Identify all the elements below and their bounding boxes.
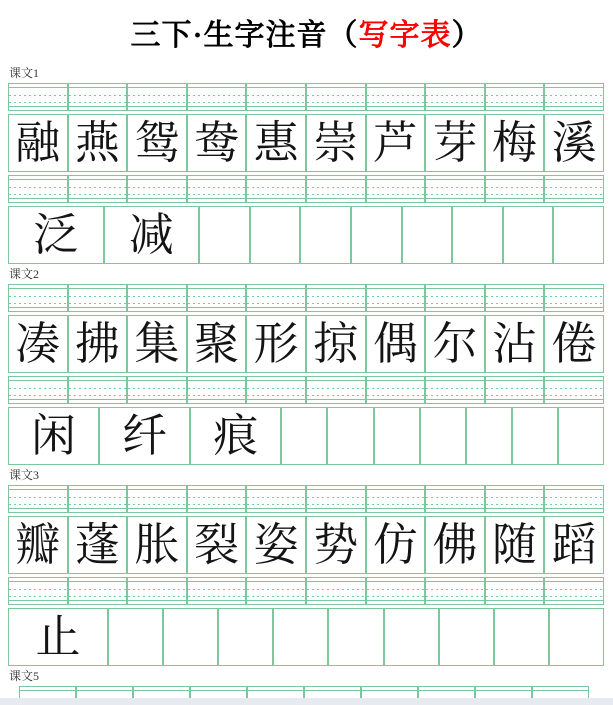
- pinyin-cell: [8, 284, 68, 312]
- pinyin-row: [8, 175, 604, 203]
- pinyin-cell: [366, 485, 426, 513]
- pinyin-cell: [187, 284, 247, 312]
- pinyin-cell: [366, 577, 426, 605]
- title-prefix: 三下·生字注音（: [130, 19, 359, 52]
- section-label: 课文3: [9, 468, 40, 482]
- pinyin-cell: [425, 175, 485, 203]
- title-suffix: ）: [451, 19, 483, 52]
- pinyin-cell: [246, 83, 306, 111]
- pinyin-cell: [246, 175, 306, 203]
- pinyin-cell: [306, 577, 366, 605]
- char-cell: [494, 608, 549, 666]
- pinyin-cell: [425, 577, 485, 605]
- pinyin-cell: [187, 577, 247, 605]
- char-cell: 痕: [190, 407, 281, 465]
- pinyin-cell: [306, 284, 366, 312]
- pinyin-cell: [425, 83, 485, 111]
- char-cell: 蓬: [68, 516, 128, 574]
- pinyin-cell: [68, 284, 128, 312]
- char-cell: 溪: [544, 114, 604, 172]
- char-row: [8, 315, 604, 373]
- pinyin-cell: [68, 83, 128, 111]
- pinyin-cell: [366, 284, 426, 312]
- pinyin-cell: [246, 577, 306, 605]
- char-row: [8, 206, 604, 264]
- section-课文1: [8, 66, 604, 264]
- char-cell: [558, 407, 604, 465]
- pinyin-cell: [306, 485, 366, 513]
- pinyin-cell: [544, 577, 604, 605]
- char-row: [8, 516, 604, 574]
- char-cell: 闲: [8, 407, 99, 465]
- char-cell: [300, 206, 351, 264]
- char-cell: 燕: [68, 114, 128, 172]
- char-cell: [250, 206, 301, 264]
- char-cell: 势: [306, 516, 366, 574]
- char-cell: 裂: [187, 516, 247, 574]
- section-课文2: [8, 267, 604, 465]
- pinyin-row: [8, 577, 604, 605]
- pinyin-cell: [127, 376, 187, 404]
- pinyin-cell: [425, 376, 485, 404]
- char-cell: 姿: [246, 516, 306, 574]
- char-cell: [466, 407, 512, 465]
- pinyin-cell: [485, 376, 545, 404]
- pinyin-cell: [485, 577, 545, 605]
- pinyin-cell: [544, 83, 604, 111]
- pinyin-cell: [246, 485, 306, 513]
- char-cell: 凑: [8, 315, 68, 373]
- pinyin-cell: [306, 83, 366, 111]
- pinyin-cell: [187, 485, 247, 513]
- char-cell: [549, 608, 604, 666]
- pinyin-cell: [425, 284, 485, 312]
- char-cell: 崇: [306, 114, 366, 172]
- char-cell: 掠: [306, 315, 366, 373]
- char-cell: 拂: [68, 315, 128, 373]
- char-cell: 鸯: [187, 114, 247, 172]
- pinyin-row: [8, 83, 604, 111]
- char-cell: [512, 407, 558, 465]
- char-cell: 沾: [485, 315, 545, 373]
- section-label: 课文1: [9, 66, 40, 80]
- pinyin-cell: [306, 376, 366, 404]
- char-cell: 形: [246, 315, 306, 373]
- pinyin-cell: [544, 485, 604, 513]
- pinyin-cell: [8, 577, 68, 605]
- char-cell: [553, 206, 604, 264]
- pinyin-cell: [366, 376, 426, 404]
- char-cell: 芽: [425, 114, 485, 172]
- section-label: 课文2: [9, 267, 40, 281]
- page-title: [0, 16, 613, 56]
- section-课文3: [8, 468, 604, 666]
- pinyin-cell: [187, 175, 247, 203]
- char-cell: [327, 407, 373, 465]
- char-cell: 倦: [544, 315, 604, 373]
- char-cell: [281, 407, 327, 465]
- char-cell: 泛: [8, 206, 104, 264]
- sheet: [8, 66, 604, 705]
- pinyin-cell: [68, 577, 128, 605]
- char-cell: 偶: [366, 315, 426, 373]
- char-cell: [351, 206, 402, 264]
- pinyin-cell: [68, 485, 128, 513]
- char-cell: 随: [485, 516, 545, 574]
- char-cell: 梅: [485, 114, 545, 172]
- pinyin-row: [8, 284, 604, 312]
- pinyin-cell: [127, 83, 187, 111]
- bottom-scrollbar-track[interactable]: [0, 698, 613, 705]
- section-label: 课文5: [9, 669, 40, 683]
- pinyin-cell: [485, 83, 545, 111]
- pinyin-cell: [68, 175, 128, 203]
- pinyin-cell: [544, 376, 604, 404]
- char-cell: 仿: [366, 516, 426, 574]
- char-cell: [163, 608, 218, 666]
- pinyin-cell: [127, 577, 187, 605]
- char-cell: 瓣: [8, 516, 68, 574]
- pinyin-cell: [127, 175, 187, 203]
- char-cell: 纤: [99, 407, 190, 465]
- pinyin-row: [8, 376, 604, 404]
- char-cell: 惠: [246, 114, 306, 172]
- char-cell: [452, 206, 503, 264]
- char-cell: [273, 608, 328, 666]
- char-cell: 聚: [187, 315, 247, 373]
- char-cell: 鸳: [127, 114, 187, 172]
- pinyin-cell: [366, 83, 426, 111]
- char-cell: 融: [8, 114, 68, 172]
- pinyin-cell: [246, 376, 306, 404]
- char-row: [8, 114, 604, 172]
- pinyin-cell: [8, 485, 68, 513]
- char-cell: 尔: [425, 315, 485, 373]
- pinyin-cell: [425, 485, 485, 513]
- char-cell: [199, 206, 250, 264]
- title-highlight: 写字表: [358, 19, 452, 52]
- char-cell: [374, 407, 420, 465]
- pinyin-cell: [68, 376, 128, 404]
- pinyin-cell: [8, 376, 68, 404]
- char-cell: [384, 608, 439, 666]
- char-row: [8, 608, 604, 666]
- char-cell: [420, 407, 466, 465]
- pinyin-cell: [544, 175, 604, 203]
- char-cell: 胀: [127, 516, 187, 574]
- pinyin-cell: [246, 284, 306, 312]
- char-cell: [218, 608, 273, 666]
- pinyin-cell: [306, 175, 366, 203]
- pinyin-cell: [127, 284, 187, 312]
- pinyin-cell: [8, 175, 68, 203]
- pinyin-cell: [127, 485, 187, 513]
- char-cell: 减: [104, 206, 200, 264]
- char-cell: [503, 206, 554, 264]
- char-cell: [439, 608, 494, 666]
- char-cell: 佛: [425, 516, 485, 574]
- char-cell: 集: [127, 315, 187, 373]
- pinyin-cell: [485, 175, 545, 203]
- pinyin-cell: [485, 284, 545, 312]
- char-cell: [328, 608, 383, 666]
- char-row: [8, 407, 604, 465]
- char-cell: 芦: [366, 114, 426, 172]
- pinyin-cell: [366, 175, 426, 203]
- pinyin-row: [8, 485, 604, 513]
- char-cell: [108, 608, 163, 666]
- pinyin-cell: [544, 284, 604, 312]
- char-cell: 止: [8, 608, 108, 666]
- pinyin-cell: [187, 83, 247, 111]
- char-cell: [402, 206, 453, 264]
- pinyin-cell: [187, 376, 247, 404]
- pinyin-cell: [8, 83, 68, 111]
- pinyin-cell: [485, 485, 545, 513]
- char-cell: 蹈: [544, 516, 604, 574]
